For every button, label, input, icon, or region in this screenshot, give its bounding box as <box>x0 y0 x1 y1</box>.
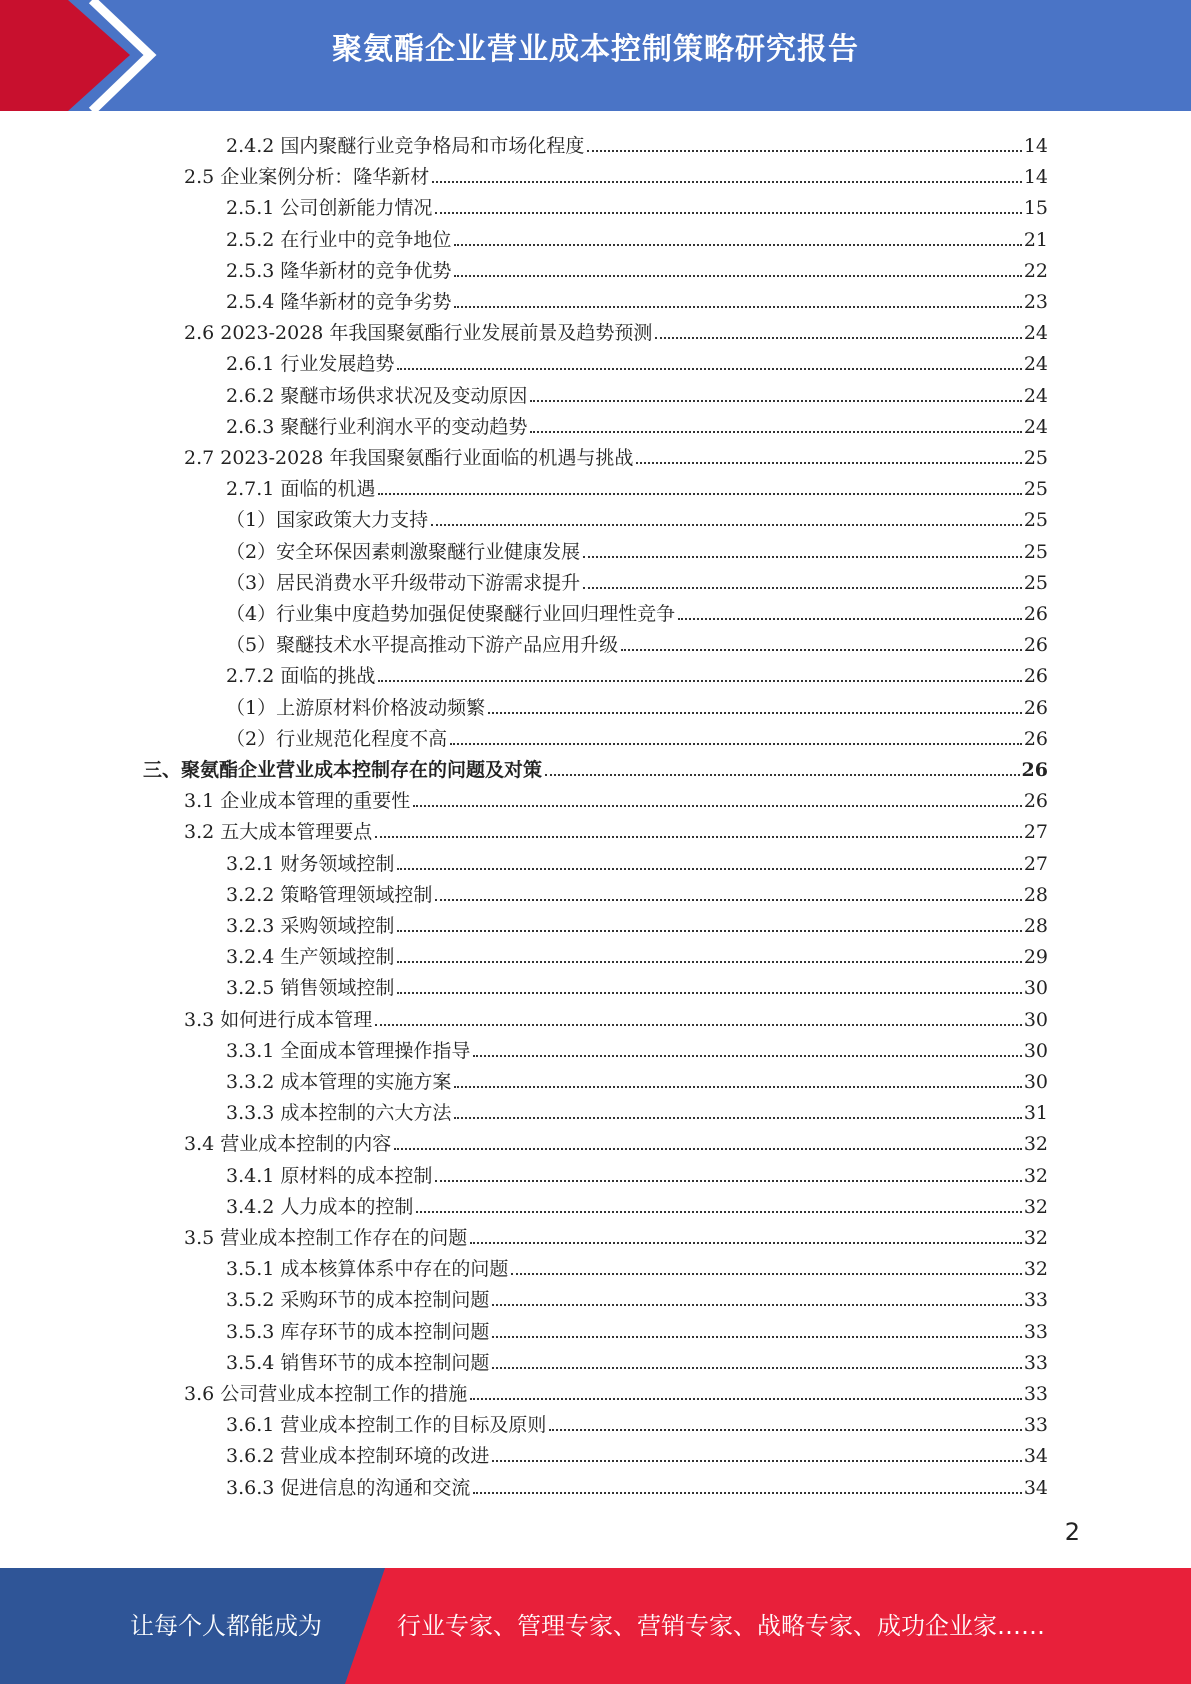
toc-entry-title: 2.7.1 面临的机遇 <box>226 478 376 501</box>
toc-entry-title: 3.5.2 采购环节的成本控制问题 <box>226 1289 490 1312</box>
toc-dot-leader <box>378 680 1021 682</box>
toc-entry[interactable] <box>143 750 1048 781</box>
toc-entry-title: （5）聚醚技术水平提高推动下游产品应用升级 <box>226 634 619 657</box>
page-footer <box>0 1568 1191 1684</box>
toc-entry-title: 2.7 2023-2028 年我国聚氨酯行业面临的机遇与挑战 <box>184 447 634 469</box>
toc-entry-page: 26 <box>1023 634 1048 657</box>
toc-entry[interactable] <box>226 1031 1048 1062</box>
toc-entry-title: 3.1 企业成本管理的重要性 <box>184 790 411 813</box>
toc-entry-page: 33 <box>1023 1414 1048 1437</box>
toc-dot-leader <box>454 1117 1021 1119</box>
toc-dot-leader <box>454 306 1021 308</box>
toc-entry[interactable] <box>226 656 1048 687</box>
toc-entry-title: 2.5.3 隆华新材的竞争优势 <box>226 259 452 282</box>
toc-entry[interactable] <box>226 719 1048 750</box>
toc-dot-leader <box>435 899 1021 901</box>
toc-dot-leader <box>435 212 1021 214</box>
page-header <box>0 0 1191 111</box>
toc-dot-leader <box>492 1460 1021 1462</box>
toc-entry[interactable] <box>226 1187 1048 1218</box>
toc-entry-title: 2.5.4 隆华新材的竞争劣势 <box>226 291 452 313</box>
toc-dot-leader <box>545 774 1020 776</box>
toc-entry-title: 2.4.2 国内聚醚行业竞争格局和市场化程度 <box>226 135 585 157</box>
toc-entry[interactable] <box>184 1000 1048 1031</box>
toc-entry[interactable] <box>226 251 1048 282</box>
toc-entry-title: 2.5 企业案例分析：隆华新材 <box>184 166 430 189</box>
toc-entry-page: 30 <box>1023 1039 1048 1062</box>
toc-entry[interactable] <box>226 344 1048 375</box>
toc-entry-title: 2.6.1 行业发展趋势 <box>226 353 395 376</box>
toc-entry-title: 2.6.3 聚醚行业利润水平的变动趋势 <box>226 415 528 438</box>
toc-entry[interactable] <box>226 469 1048 500</box>
toc-dot-leader <box>470 1398 1022 1400</box>
toc-entry[interactable] <box>226 968 1048 999</box>
toc-entry-page: 25 <box>1023 447 1048 469</box>
toc-entry[interactable] <box>226 1343 1048 1374</box>
toc-entry-page: 22 <box>1023 259 1048 282</box>
toc-entry-page: 34 <box>1023 1476 1048 1499</box>
toc-dot-leader <box>454 275 1021 277</box>
toc-dot-leader <box>488 712 1022 714</box>
toc-entry[interactable] <box>184 1374 1048 1405</box>
toc-dot-leader <box>473 1055 1021 1057</box>
toc-entry[interactable] <box>226 1093 1048 1124</box>
toc-entry-title: （1）国家政策大力支持 <box>226 509 429 532</box>
toc-entry[interactable] <box>226 1405 1048 1436</box>
toc-entry[interactable] <box>226 282 1048 313</box>
toc-entry-title: 3.2 五大成本管理要点 <box>184 821 373 844</box>
toc-entry[interactable] <box>226 844 1048 875</box>
toc-dot-leader <box>530 400 1021 402</box>
toc-entry-page: 24 <box>1023 322 1048 345</box>
toc-dot-leader <box>655 337 1021 339</box>
toc-dot-leader <box>397 961 1021 963</box>
toc-entry-title: 三、聚氨酯企业营业成本控制存在的问题及对策 <box>143 759 543 781</box>
toc-entry[interactable] <box>226 220 1048 251</box>
toc-entry[interactable] <box>226 937 1048 968</box>
toc-entry-title: 2.6 2023-2028 年我国聚氨酯行业发展前景及趋势预测 <box>184 322 653 345</box>
toc-entry[interactable] <box>226 1436 1048 1467</box>
toc-entry[interactable] <box>226 407 1048 438</box>
toc-entry[interactable] <box>184 438 1048 469</box>
toc-entry-title: （1）上游原材料价格波动频繁 <box>226 696 486 719</box>
toc-entry-title: （2）行业规范化程度不高 <box>226 727 448 750</box>
toc-dot-leader <box>636 462 1021 464</box>
toc-dot-leader <box>375 836 1022 838</box>
toc-entry[interactable] <box>226 188 1048 219</box>
toc-dot-leader <box>454 244 1021 246</box>
toc-dot-leader <box>473 1492 1021 1494</box>
toc-entry-title: 2.5.2 在行业中的竞争地位 <box>226 228 452 251</box>
toc-entry-title: 3.3.3 成本控制的六大方法 <box>226 1102 452 1125</box>
toc-dot-leader <box>511 1273 1021 1275</box>
toc-entry-title: 2.5.1 公司创新能力情况 <box>226 197 433 220</box>
toc-entry-page: 21 <box>1023 228 1048 251</box>
toc-entry-page: 34 <box>1023 1445 1048 1468</box>
toc-dot-leader <box>397 868 1021 870</box>
toc-entry-page: 26 <box>1021 759 1048 781</box>
toc-entry-page: 26 <box>1023 696 1048 719</box>
toc-entry-page: 27 <box>1023 852 1048 875</box>
toc-entry-page: 23 <box>1023 291 1048 313</box>
toc-entry[interactable] <box>184 157 1048 188</box>
toc-entry-page: 26 <box>1023 790 1048 813</box>
toc-entry-title: 3.2.5 销售领域控制 <box>226 977 395 1000</box>
toc-entry-title: 3.6.2 营业成本控制环境的改进 <box>226 1445 490 1468</box>
toc-entry-page: 32 <box>1023 1258 1048 1281</box>
toc-dot-leader <box>621 649 1022 651</box>
toc-entry-page: 30 <box>1023 1008 1048 1031</box>
toc-entry-page: 25 <box>1023 509 1048 532</box>
toc-entry-title: 3.6.1 营业成本控制工作的目标及原则 <box>226 1414 547 1437</box>
toc-entry-title: （4）行业集中度趋势加强促使聚醚行业回归理性竞争 <box>226 603 676 625</box>
toc-entry[interactable] <box>184 812 1048 843</box>
toc-entry-title: 3.4 营业成本控制的内容 <box>184 1133 392 1156</box>
toc-entry-title: （3）居民消费水平升级带动下游需求提升 <box>226 571 581 594</box>
toc-entry-title: 3.5.4 销售环节的成本控制问题 <box>226 1351 490 1374</box>
toc-entry[interactable] <box>184 313 1048 344</box>
toc-entry[interactable] <box>226 1312 1048 1343</box>
toc-entry[interactable] <box>226 875 1048 906</box>
toc-entry-page: 15 <box>1023 197 1048 220</box>
toc-entry-page: 31 <box>1023 1102 1048 1125</box>
toc-entry[interactable] <box>226 906 1048 937</box>
toc-entry-page: 30 <box>1023 977 1048 1000</box>
toc-entry-page: 33 <box>1023 1320 1048 1343</box>
toc-entry-page: 24 <box>1023 353 1048 376</box>
toc-entry[interactable] <box>226 625 1048 656</box>
toc-entry-title: 3.5 营业成本控制工作存在的问题 <box>184 1227 468 1249</box>
footer-slogan-left: 让每个人都能成为 <box>130 1612 322 1640</box>
toc-entry[interactable] <box>226 500 1048 531</box>
toc-dot-leader <box>583 556 1022 558</box>
toc-entry-title: 3.5.1 成本核算体系中存在的问题 <box>226 1258 509 1281</box>
toc-entry-title: 3.3.1 全面成本管理操作指导 <box>226 1039 471 1062</box>
toc-dot-leader <box>378 493 1021 495</box>
toc-entry-page: 25 <box>1023 478 1048 501</box>
toc-entry-page: 14 <box>1023 166 1048 189</box>
toc-entry-page: 24 <box>1023 415 1048 438</box>
toc-entry-title: 3.2.1 财务领域控制 <box>226 852 395 875</box>
toc-dot-leader <box>549 1429 1021 1431</box>
toc-entry-page: 32 <box>1023 1164 1048 1187</box>
toc-entry-title: 3.5.3 库存环节的成本控制问题 <box>226 1320 490 1343</box>
toc-entry-title: 3.2.4 生产领域控制 <box>226 946 395 969</box>
toc-dot-leader <box>450 743 1022 745</box>
toc-entry[interactable] <box>226 1280 1048 1311</box>
toc-entry-title: 3.6.3 促进信息的沟通和交流 <box>226 1476 471 1499</box>
toc-dot-leader <box>431 524 1022 526</box>
toc-dot-leader <box>492 1304 1021 1306</box>
toc-entry-page: 25 <box>1023 571 1048 594</box>
toc-entry-page: 32 <box>1023 1195 1048 1218</box>
toc-entry[interactable] <box>226 1468 1048 1499</box>
toc-entry-page: 24 <box>1023 384 1048 407</box>
toc-entry[interactable] <box>184 1124 1048 1155</box>
toc-entry[interactable] <box>184 1218 1048 1249</box>
toc-entry-page: 33 <box>1023 1351 1048 1374</box>
toc-dot-leader <box>397 930 1021 932</box>
toc-dot-leader <box>530 431 1021 433</box>
toc-entry-title: 3.4.1 原材料的成本控制 <box>226 1164 433 1187</box>
toc-entry-page: 26 <box>1023 665 1048 688</box>
toc-entry-page: 28 <box>1023 915 1048 937</box>
toc-entry-page: 28 <box>1023 883 1048 906</box>
toc-entry[interactable] <box>226 532 1048 563</box>
toc-dot-leader <box>492 1336 1021 1338</box>
toc-dot-leader <box>413 805 1022 807</box>
toc-entry-page: 33 <box>1023 1289 1048 1312</box>
toc-entry[interactable] <box>226 594 1048 625</box>
toc-dot-leader <box>492 1367 1021 1369</box>
table-of-contents <box>0 126 1191 1506</box>
toc-entry-page: 14 <box>1023 135 1048 157</box>
toc-dot-leader <box>470 1242 1022 1244</box>
toc-dot-leader <box>375 1024 1022 1026</box>
toc-dot-leader <box>416 1211 1021 1213</box>
toc-entry[interactable] <box>226 563 1048 594</box>
toc-entry-page: 26 <box>1023 603 1048 625</box>
toc-entry-page: 26 <box>1023 727 1048 750</box>
toc-entry[interactable] <box>226 1062 1048 1093</box>
toc-entry[interactable] <box>226 688 1048 719</box>
toc-entry-page: 30 <box>1023 1071 1048 1093</box>
toc-dot-leader <box>432 181 1022 183</box>
toc-entry[interactable] <box>226 1156 1048 1187</box>
toc-dot-leader <box>397 368 1021 370</box>
toc-dot-leader <box>454 1086 1021 1088</box>
document-title: 聚氨酯企业营业成本控制策略研究报告 <box>332 32 859 67</box>
toc-entry-title: 2.6.2 聚醚市场供求状况及变动原因 <box>226 384 528 407</box>
toc-entry[interactable] <box>226 1249 1048 1280</box>
toc-entry-page: 29 <box>1023 946 1048 969</box>
toc-entry-title: 3.3.2 成本管理的实施方案 <box>226 1071 452 1093</box>
toc-entry-page: 32 <box>1023 1133 1048 1156</box>
toc-entry-title: 3.4.2 人力成本的控制 <box>226 1195 414 1218</box>
toc-entry-title: 3.2.3 采购领域控制 <box>226 915 395 937</box>
toc-dot-leader <box>587 150 1021 152</box>
toc-entry[interactable] <box>226 376 1048 407</box>
footer-slogan-right: 行业专家、管理专家、营销专家、战略专家、成功企业家…… <box>397 1612 1045 1640</box>
toc-dot-leader <box>435 1180 1021 1182</box>
toc-entry-page: 27 <box>1023 821 1048 844</box>
toc-entry-title: （2）安全环保因素刺激聚醚行业健康发展 <box>226 540 581 563</box>
toc-dot-leader <box>678 618 1022 620</box>
toc-entry-title: 3.2.2 策略管理领域控制 <box>226 883 433 906</box>
toc-entry[interactable] <box>184 781 1048 812</box>
toc-entry-page: 33 <box>1023 1383 1048 1405</box>
page-number: 2 <box>1064 1518 1080 1546</box>
toc-entry[interactable] <box>226 126 1048 157</box>
toc-dot-leader <box>583 587 1022 589</box>
toc-entry-title: 3.3 如何进行成本管理 <box>184 1008 373 1031</box>
toc-dot-leader <box>397 992 1021 994</box>
toc-dot-leader <box>394 1148 1022 1150</box>
toc-entry-title: 3.6 公司营业成本控制工作的措施 <box>184 1383 468 1405</box>
toc-entry-title: 2.7.2 面临的挑战 <box>226 665 376 688</box>
toc-entry-page: 32 <box>1023 1227 1048 1249</box>
toc-entry-page: 25 <box>1023 540 1048 563</box>
